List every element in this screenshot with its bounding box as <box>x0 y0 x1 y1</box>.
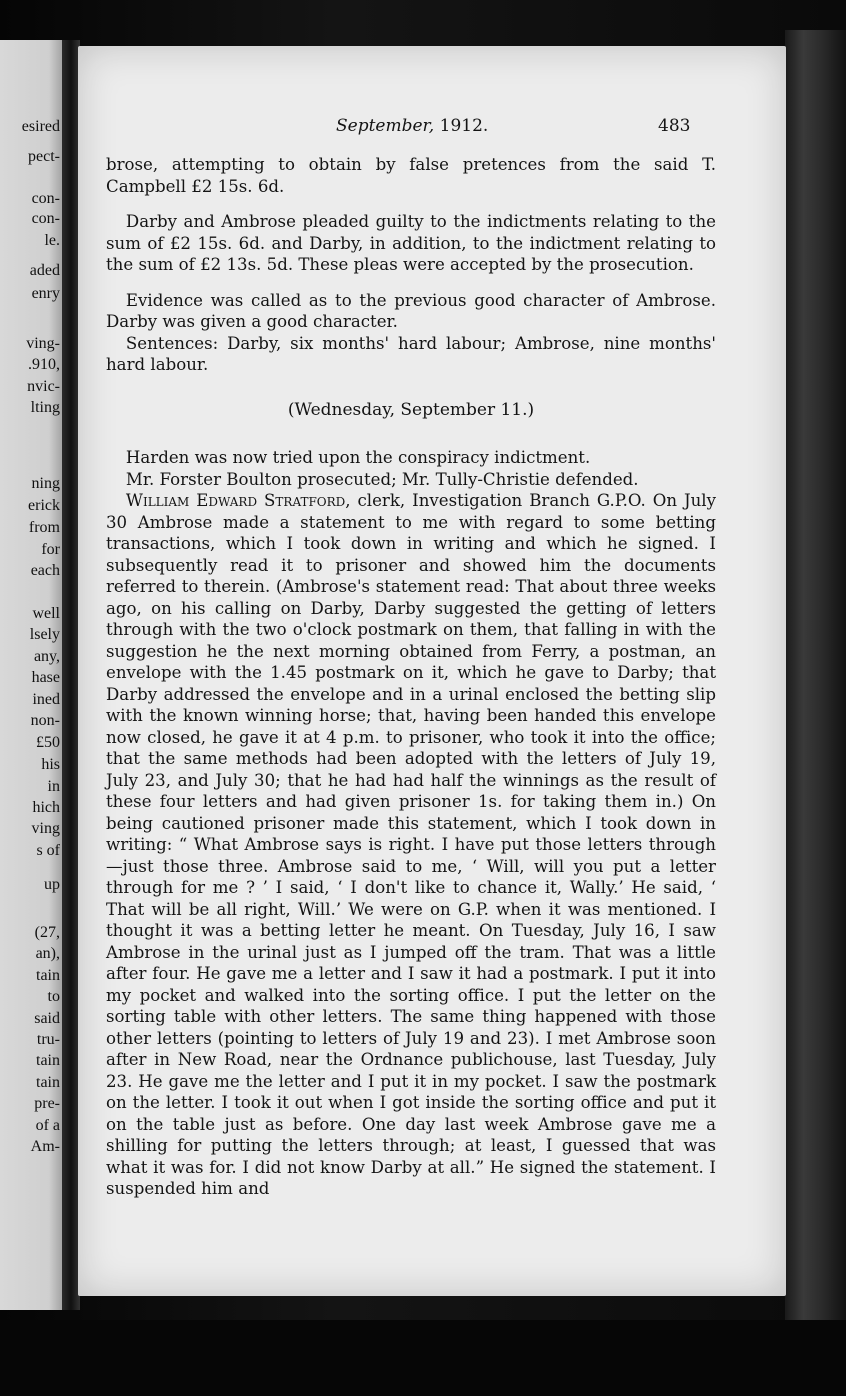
facing-page-fragment: nvic- <box>27 378 60 395</box>
facing-page-fragment: said <box>34 1010 60 1027</box>
facing-page-fragment: hich <box>32 799 60 816</box>
paragraph: Harden was now tried upon the conspiracy indictment. <box>125 448 591 467</box>
facing-page-fragment: hase <box>31 669 60 686</box>
paragraph: Darby and Ambrose pleaded guilty to the indictments relating to the sum of £2 15s. 6d. and Darby, in addition, to the indictment relating to the sum of £2 13s. 5d. These pleas were accepted by the prosecution. <box>106 212 716 274</box>
facing-page-fragment: for <box>41 541 60 558</box>
facing-page-fragment: in <box>47 778 60 795</box>
facing-page-fragment: an), <box>35 945 60 962</box>
scan-bottom-edge <box>0 1320 846 1396</box>
facing-page-fragment: £50 <box>36 734 60 751</box>
facing-page-fragment: con- <box>31 190 60 207</box>
facing-page-fragment: s of <box>36 842 60 859</box>
facing-page-fragment: lting <box>30 399 60 416</box>
facing-page-fragment: pre- <box>34 1095 60 1112</box>
facing-page-fragment: tain <box>36 1074 60 1091</box>
book-page <box>78 46 786 1296</box>
running-head <box>336 116 488 136</box>
running-head-month: September, <box>336 116 435 136</box>
facing-page-fragment: ning <box>31 475 60 492</box>
facing-page-fragment: non- <box>30 712 60 729</box>
facing-page-fragment: his <box>41 756 60 773</box>
testimony-text: , clerk, Investigation Branch G.P.O. On July 30 Ambrose made a statement to me with regard to some betting transactions, which I took down in writing and which he signed. I subsequently read it to prisoner and showed him the documents referred to therein. (Ambrose's statement read: That about three weeks ago, on his calling on Darby, Darby suggested the getting of letters through with the two o'clock postmark on them, that falling in with the suggestion he the next morning obtained from Ferry, a postman, an envelope with the 1.45 postmark on it, which he gave to Darby; that Darby addressed the envelope and in a urinal enclosed the betting slip with the known winning horse; that, having been handed this envelope now closed, he gave it at 4 p.m. to prisoner, who took it into the office; that the same methods had been adopted with the letters of July 19, July 23, and July 30; that he had had half the winnings as the result of these four letters and had given prisoner 1s. for taking them in.) On being cautioned prisoner made this statement, which I took down in writing: “ What Ambrose says is right. I have put those letters through—just those three. Ambrose said to me, ‘ Will, will you put a letter through for me ? ’ I said, ‘ I don't like to chance it, Wally.’ He said, ‘ That will be all right, Will.’ We were on G.P. when it was mentioned. I thought it was a betting letter he meant. On Tuesday, July 16, I saw Ambrose in the urinal just as I jumped off the tram. That was a little after four. He gave me a letter and I saw it had a postmark. I put it into my pocket and walked into the sorting office. I put the letter on the sorting table with other letters. The same thing happened with those other letters (pointing to letters of July 19 and 23). I met Ambrose soon after in New Road, near the Ordnance publichouse, last Tuesday, July 23. He gave me the letter and I put it in my pocket. I saw the postmark on the letter. I took it out when I got inside the sorting office and put it on the table just as before. One day last week Ambrose gave me a shilling for putting the letters through; at least, I guessed that was what it was for. I did not know Darby at all.” He signed the statement. I suspended him and <box>106 491 716 1198</box>
facing-page-fragment: (27, <box>34 924 60 941</box>
facing-page-fragment: tru- <box>36 1031 60 1048</box>
facing-page-fragment: .910, <box>28 356 60 373</box>
facing-page-fragment: lsely <box>29 626 60 643</box>
witness-name: William Edward Stratford <box>125 491 346 510</box>
facing-page-fragment: ined <box>32 691 60 708</box>
page-number: 483 <box>658 116 691 136</box>
facing-page-fragment: each <box>30 562 60 579</box>
facing-page-fragment: from <box>28 519 60 536</box>
date-heading: (Wednesday, September 11.) <box>287 399 535 420</box>
facing-page-fragment: up <box>44 876 60 893</box>
facing-page-edge <box>0 40 70 1310</box>
paragraph: Mr. Forster Boulton prosecuted; Mr. Tully-Christie defended. <box>125 469 639 489</box>
facing-page-fragment: tain <box>36 1052 60 1069</box>
facing-page-fragment: aded <box>29 262 60 279</box>
page-body <box>106 154 716 1200</box>
facing-page-fragment: of a <box>35 1117 60 1134</box>
facing-page-fragment: any, <box>33 648 60 665</box>
witness-testimony <box>106 490 716 1200</box>
facing-page-fragment: enry <box>31 285 60 302</box>
facing-page-fragment: pect- <box>28 148 60 165</box>
page-stack-edge <box>785 30 846 1330</box>
running-head-year: 1912. <box>439 116 489 136</box>
facing-page-fragment: Am- <box>30 1138 60 1155</box>
paragraph: Evidence was called as to the previous good character of Ambrose. Darby was given a good character. <box>106 290 716 331</box>
paragraph: brose, attempting to obtain by false pretences from the said T. Campbell £2 15s. 6d. <box>106 155 716 196</box>
facing-page-fragment: tain <box>36 967 60 984</box>
facing-page-fragment: esired <box>21 118 60 135</box>
facing-page-fragment: le. <box>44 232 60 249</box>
facing-page-fragment: ving- <box>26 335 60 352</box>
facing-page-fragment: ving <box>31 820 60 837</box>
facing-page-fragment: well <box>32 605 60 622</box>
paragraph: Sentences: Darby, six months' hard labour; Ambrose, nine months' hard labour. <box>106 333 716 374</box>
facing-page-fragment: con- <box>31 210 60 227</box>
facing-page-fragment: to <box>47 988 60 1005</box>
facing-page-fragment: erick <box>28 497 60 514</box>
